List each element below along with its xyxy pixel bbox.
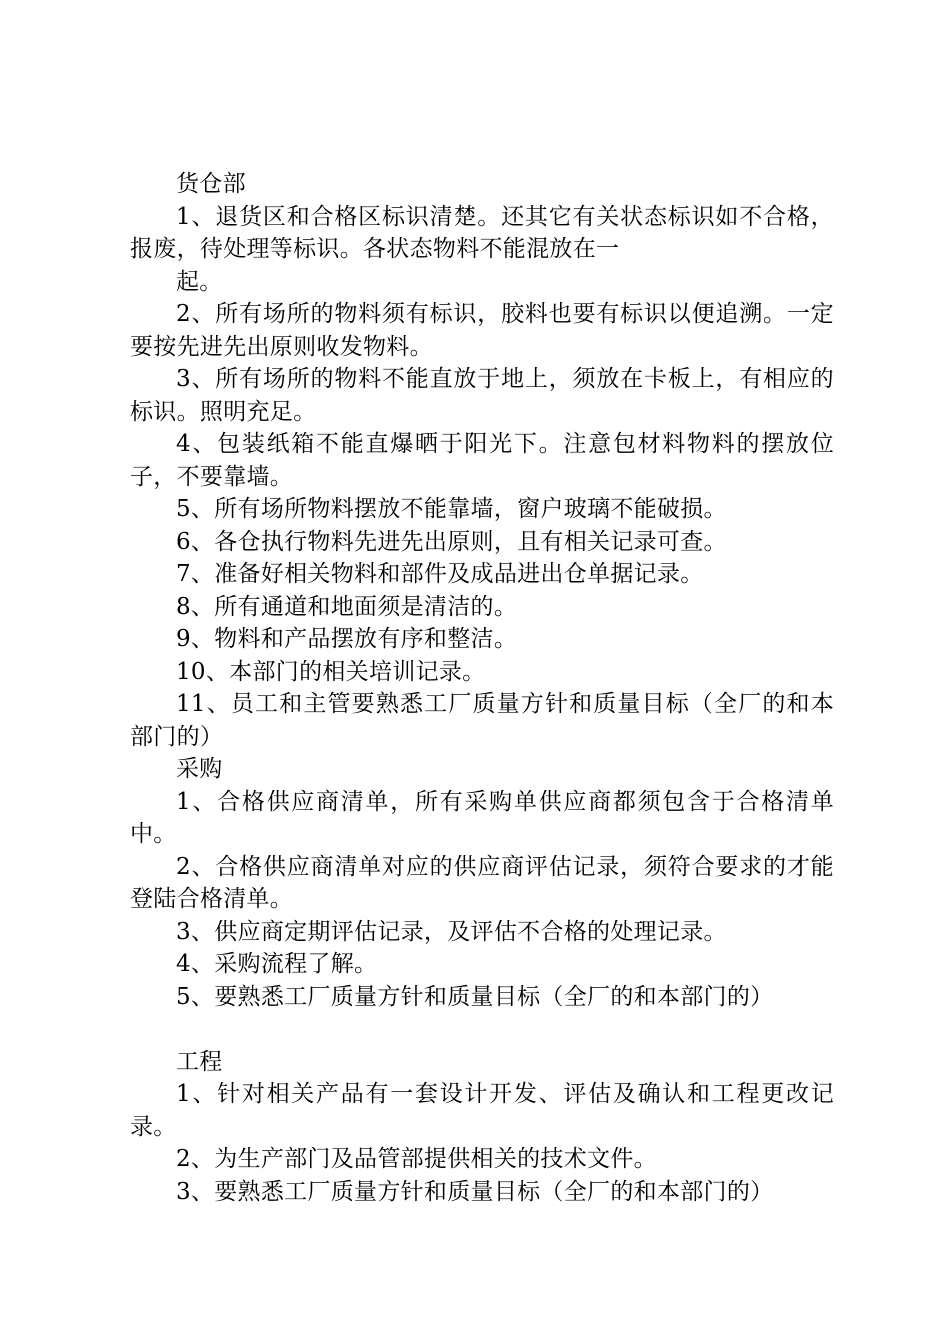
list-item: 4、采购流程了解。 (176, 951, 378, 977)
section-heading: 采购 (176, 756, 223, 782)
list-item: 3、所有场所的物料不能直放于地上，须放在卡板上，有相应的标识。照明充足。 (130, 366, 834, 425)
section-purchasing (130, 753, 834, 1013)
section-heading: 工程 (176, 1048, 223, 1075)
list-item: 3、要熟悉工厂质量方针和质量目标（全厂的和本部门的） (176, 1178, 774, 1205)
list-item: 8、所有通道和地面须是清洁的。 (176, 593, 518, 620)
document-body (130, 168, 834, 1208)
list-item: 11、员工和主管要熟悉工厂质量方针和质量目标（全厂的和本部门的） (130, 691, 834, 750)
list-item: 5、要熟悉工厂质量方针和质量目标（全厂的和本部门的） (176, 983, 774, 1010)
section-engineering (130, 1046, 834, 1209)
list-item: 5、所有场所物料摆放不能靠墙，窗户玻璃不能破损。 (176, 496, 727, 522)
list-item: 2、合格供应商清单对应的供应商评估记录，须符合要求的才能登陆合格清单。 (130, 853, 834, 912)
list-item: 7、准备好相关物料和部件及成品进出仓单据记录。 (176, 561, 704, 587)
list-item: 6、各仓执行物料先进先出原则，且有相关记录可查。 (176, 528, 727, 555)
list-item: 2、所有场所的物料须有标识，胶料也要有标识以便追溯。一定要按先进先出原则收发物料。 (130, 301, 834, 360)
section-heading: 货仓部 (176, 171, 246, 197)
list-item: 1、合格供应商清单，所有采购单供应商都须包含于合格清单中。 (130, 788, 834, 847)
list-item: 起。 (176, 268, 223, 295)
section-warehouse (130, 168, 834, 753)
list-item: 2、为生产部门及品管部提供相关的技术文件。 (176, 1146, 657, 1172)
list-item: 1、针对相关产品有一套设计开发、评估及确认和工程更改记录。 (130, 1081, 834, 1140)
list-item: 9、物料和产品摆放有序和整洁。 (176, 626, 518, 652)
section-spacer (130, 1013, 834, 1046)
list-item: 4、包装纸箱不能直爆晒于阳光下。注意包材料物料的摆放位子，不要靠墙。 (130, 431, 834, 490)
list-item: 3、供应商定期评估记录，及评估不合格的处理记录。 (176, 918, 727, 945)
list-item: 10、本部门的相关培训记录。 (176, 658, 486, 685)
list-item: 1、退货区和合格区标识清楚。还其它有关状态标识如不合格，报废，待处理等标识。各状态物料不能混放在一 (130, 203, 834, 262)
